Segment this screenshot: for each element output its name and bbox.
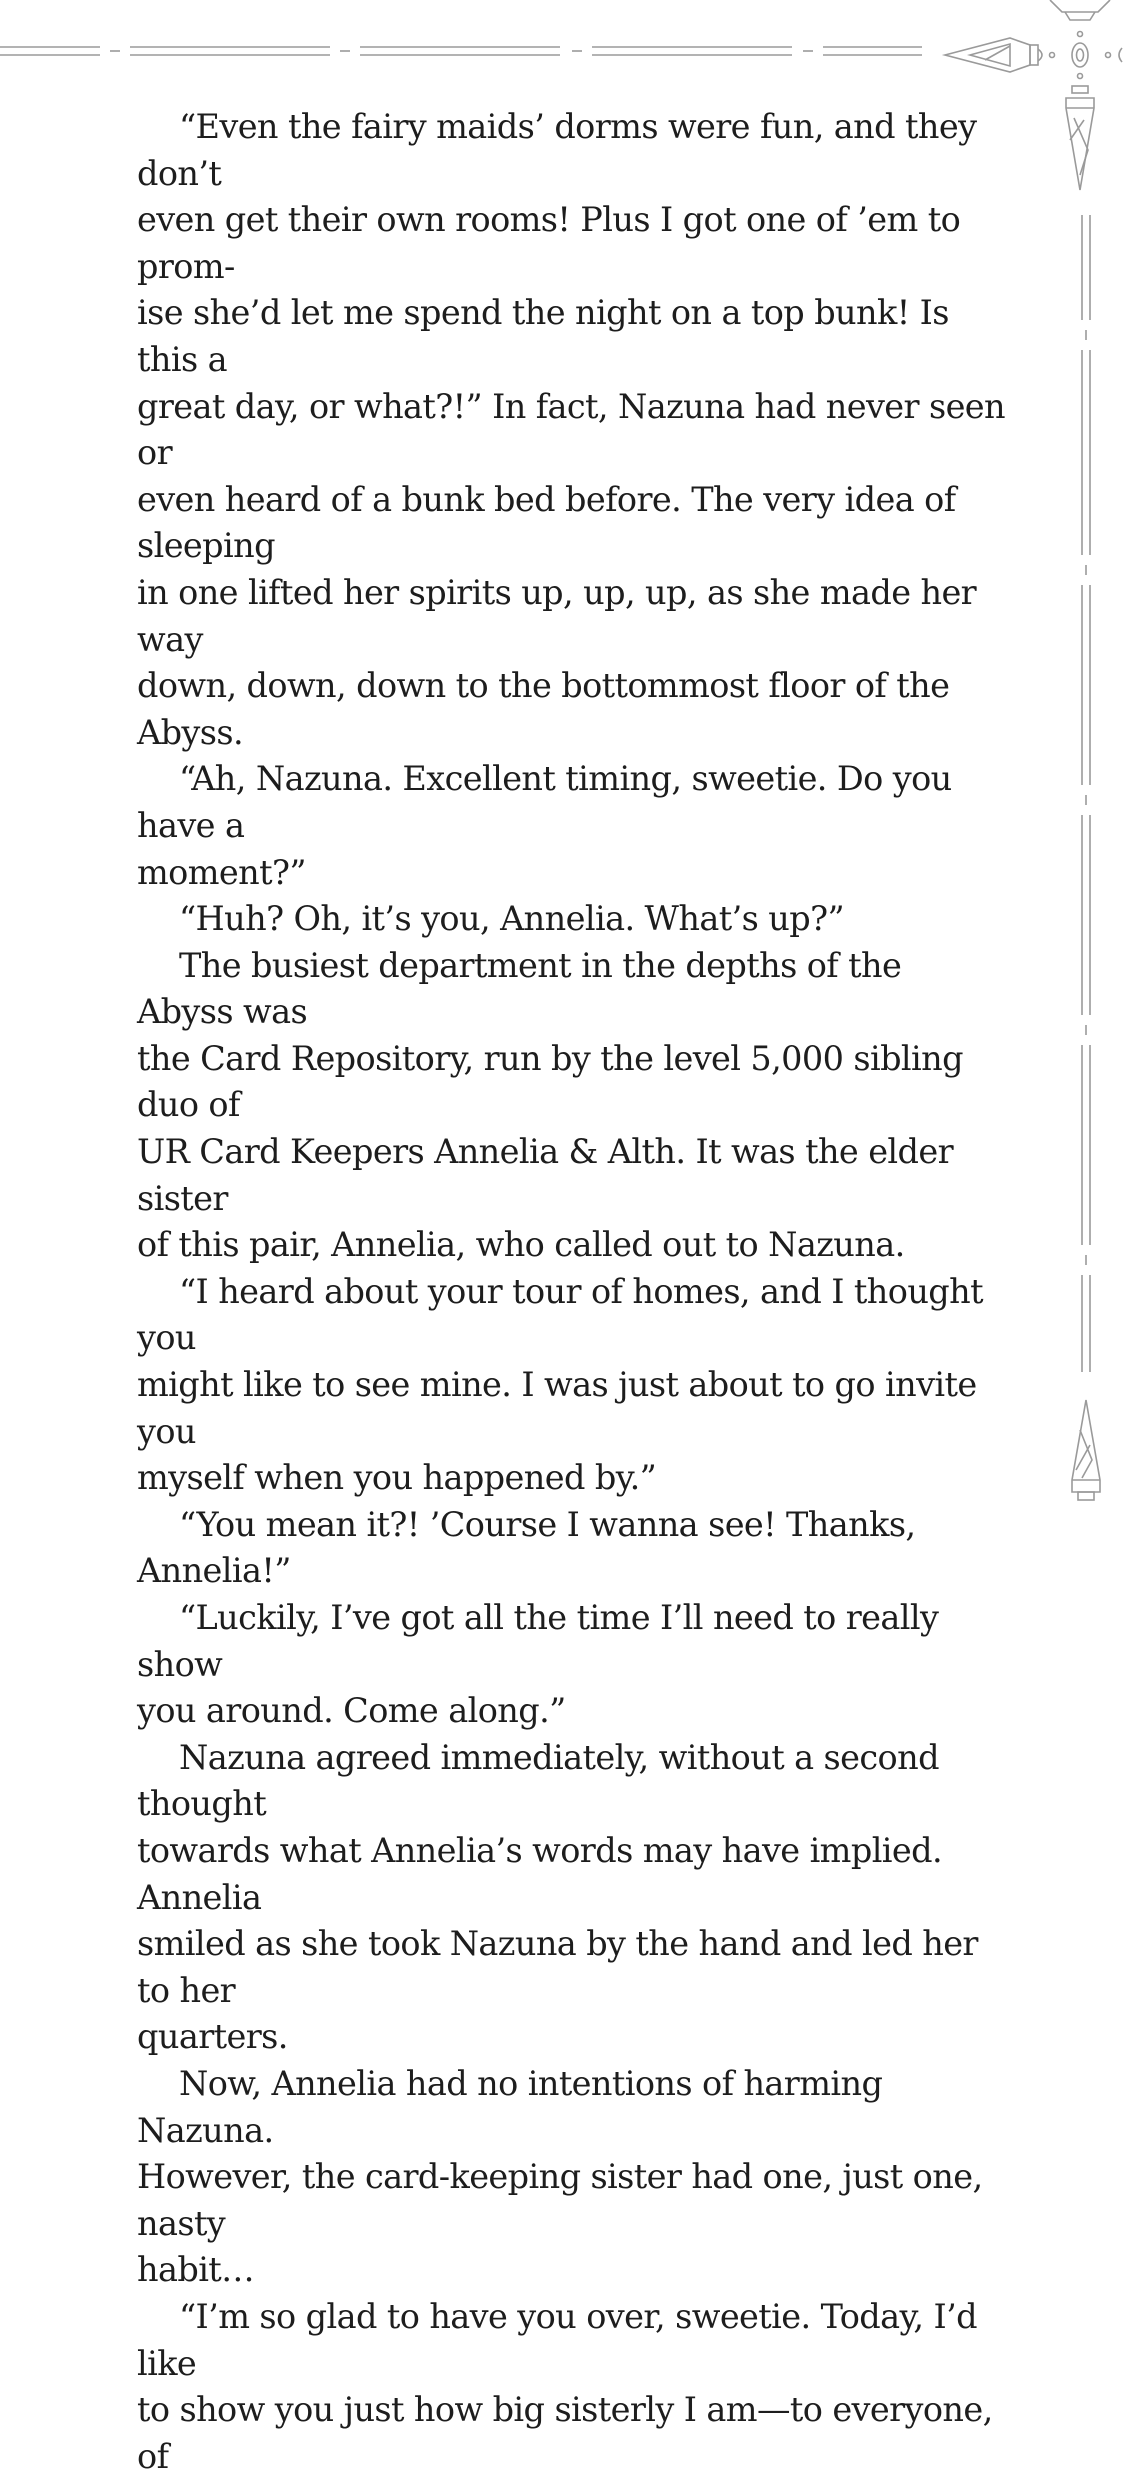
text-line: you around. Come along.” xyxy=(137,1691,566,1731)
text-line: “I heard about your tour of homes, and I thought you xyxy=(137,1271,983,1358)
text-line: “Ah, Nazuna. Excellent timing, sweetie. Do you have a xyxy=(137,759,952,845)
text-line: Nazuna agreed immediately, without a second thought xyxy=(137,1737,939,1824)
paragraph xyxy=(137,1269,1007,1502)
text-line: great day, or what?!” In fact, Nazuna had never seen or xyxy=(137,386,1006,473)
text-line: might like to see mine. I was just about to go invite you xyxy=(137,1365,977,1451)
paragraph xyxy=(137,1595,1007,1735)
paragraph xyxy=(137,1502,1007,1595)
text-line: quarters. xyxy=(137,2017,288,2057)
paragraph xyxy=(137,943,1007,1269)
text-line: However, the card-keeping sister had one, just one, nasty xyxy=(137,2157,983,2243)
paragraph xyxy=(137,1735,1007,2061)
text-line: even heard of a bunk bed before. The very idea of sleeping xyxy=(137,479,956,566)
paragraph xyxy=(137,2294,1007,2480)
paragraph xyxy=(137,104,1007,756)
text-line: habit… xyxy=(137,2250,255,2290)
text-line: smiled as she took Nazuna by the hand and led her to her xyxy=(137,1924,978,2010)
text-line: UR Card Keepers Annelia & Alth. It was the elder sister xyxy=(137,1132,954,1218)
text-line: even get their own rooms! Plus I got one of ’em to prom- xyxy=(137,200,961,286)
paragraph xyxy=(137,896,1007,943)
text-line: Now, Annelia had no intentions of harming Nazuna. xyxy=(137,2063,883,2150)
text-line: the Card Repository, run by the level 5,000 sibling duo of xyxy=(137,1038,963,1125)
text-line: “Luckily, I’ve got all the time I’ll need to really show xyxy=(137,1598,939,1684)
text-line: “I’m so glad to have you over, sweetie. Today, I’d like xyxy=(137,2296,977,2383)
text-line: myself when you happened by.” xyxy=(137,1458,657,1498)
body-text xyxy=(137,104,1007,2480)
paragraph xyxy=(137,2061,1007,2294)
text-line: “Even the fairy maids’ dorms were fun, and they don’t xyxy=(137,107,977,193)
paragraph xyxy=(137,756,1007,896)
text-line: ise she’d let me spend the night on a top bunk! Is this a xyxy=(137,293,949,379)
text-line: in one lifted her spirits up, up, up, as she made her way xyxy=(137,572,977,659)
text-line: The busiest department in the depths of the Abyss was xyxy=(137,945,902,1032)
text-line: towards what Annelia’s words may have implied. Annelia xyxy=(137,1830,943,1917)
text-line: “You mean it?! ’Course I wanna see! Thanks, Annelia!” xyxy=(137,1504,916,1591)
text-line: to show you just how big sisterly I am—to everyone, of xyxy=(137,2390,993,2476)
text-line: down, down, down to the bottommost floor of the Abyss. xyxy=(137,666,950,752)
text-line: of this pair, Annelia, who called out to Nazuna. xyxy=(137,1225,905,1265)
text-line: “Huh? Oh, it’s you, Annelia. What’s up?” xyxy=(179,899,844,939)
text-line: moment?” xyxy=(137,852,306,892)
